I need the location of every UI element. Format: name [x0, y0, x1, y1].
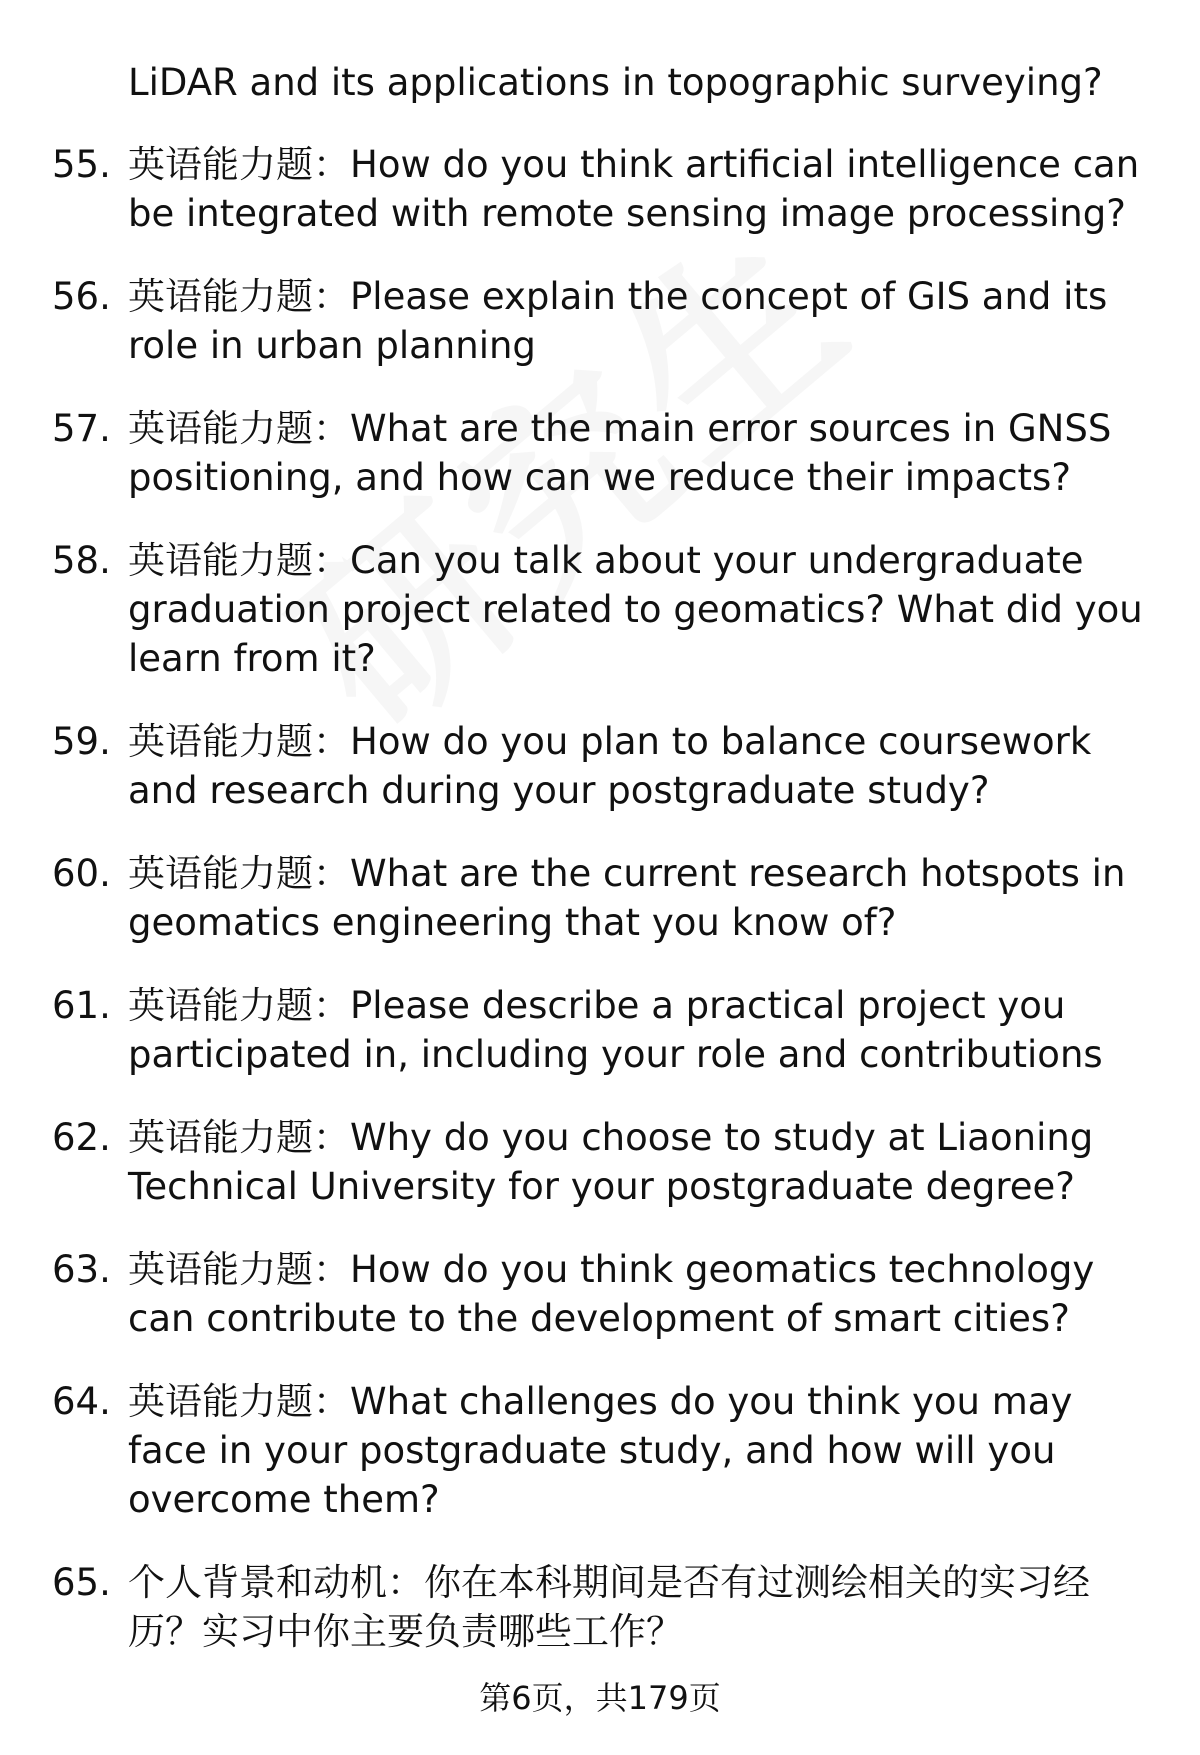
question-text: 英语能力题：What are the main error sources in GNSS positioning, and how can we reduce their impacts?	[128, 407, 1112, 499]
question-item	[0, 140, 1148, 238]
question-item	[0, 1377, 1148, 1524]
question-text: 英语能力题：What are the current research hotspots in geomatics engineering that you know of?	[128, 852, 1126, 944]
question-number: 64.	[52, 1380, 111, 1423]
question-number: 63.	[52, 1248, 111, 1291]
question-text: 英语能力题：Please explain the concept of GIS and its role in urban planning	[128, 275, 1108, 367]
question-item	[0, 536, 1148, 683]
question-number: 55.	[52, 143, 111, 186]
question-text: 个人背景和动机：你在本科期间是否有过测绘相关的实习经历？实习中你主要负责哪些工作？	[128, 1561, 1090, 1653]
question-number: 56.	[52, 275, 111, 318]
question-number: 59.	[52, 720, 111, 763]
question-item	[0, 404, 1148, 502]
question-text: 英语能力题：Can you talk about your undergraduate graduation project related to geomatics? What did you learn from it?	[128, 539, 1143, 680]
question-number: 65.	[52, 1561, 111, 1604]
question-item	[0, 1245, 1148, 1343]
question-item	[0, 981, 1148, 1079]
question-item	[0, 1558, 1148, 1656]
question-item	[0, 717, 1148, 815]
question-text: 英语能力题：What challenges do you think you may face in your postgraduate study, and how will you overcome them?	[128, 1380, 1073, 1521]
question-text: 英语能力题：How do you think artificial intelligence can be integrated with remote sensing image processing?	[128, 143, 1140, 235]
question-number: 62.	[52, 1116, 111, 1159]
question-list	[0, 140, 1200, 1690]
continued-question-text: LiDAR and its applications in topographic surveying?	[128, 61, 1103, 104]
question-number: 57.	[52, 407, 111, 450]
question-number: 58.	[52, 539, 111, 582]
question-text: 英语能力题：Why do you choose to study at Liaoning Technical University for your postgraduate degree?	[128, 1116, 1094, 1208]
question-item	[0, 272, 1148, 370]
question-item	[0, 849, 1148, 947]
question-item	[0, 1113, 1148, 1211]
question-text: 英语能力题：Please describe a practical project you participated in, including your role and contributions	[128, 984, 1103, 1076]
question-number: 61.	[52, 984, 111, 1027]
question-number: 60.	[52, 852, 111, 895]
question-text: 英语能力题：How do you think geomatics technology can contribute to the development of smart cities?	[128, 1248, 1095, 1340]
page-number-footer: 第6页，共179页	[479, 1679, 721, 1717]
question-text: 英语能力题：How do you plan to balance coursework and research during your postgraduate study?	[128, 720, 1092, 812]
